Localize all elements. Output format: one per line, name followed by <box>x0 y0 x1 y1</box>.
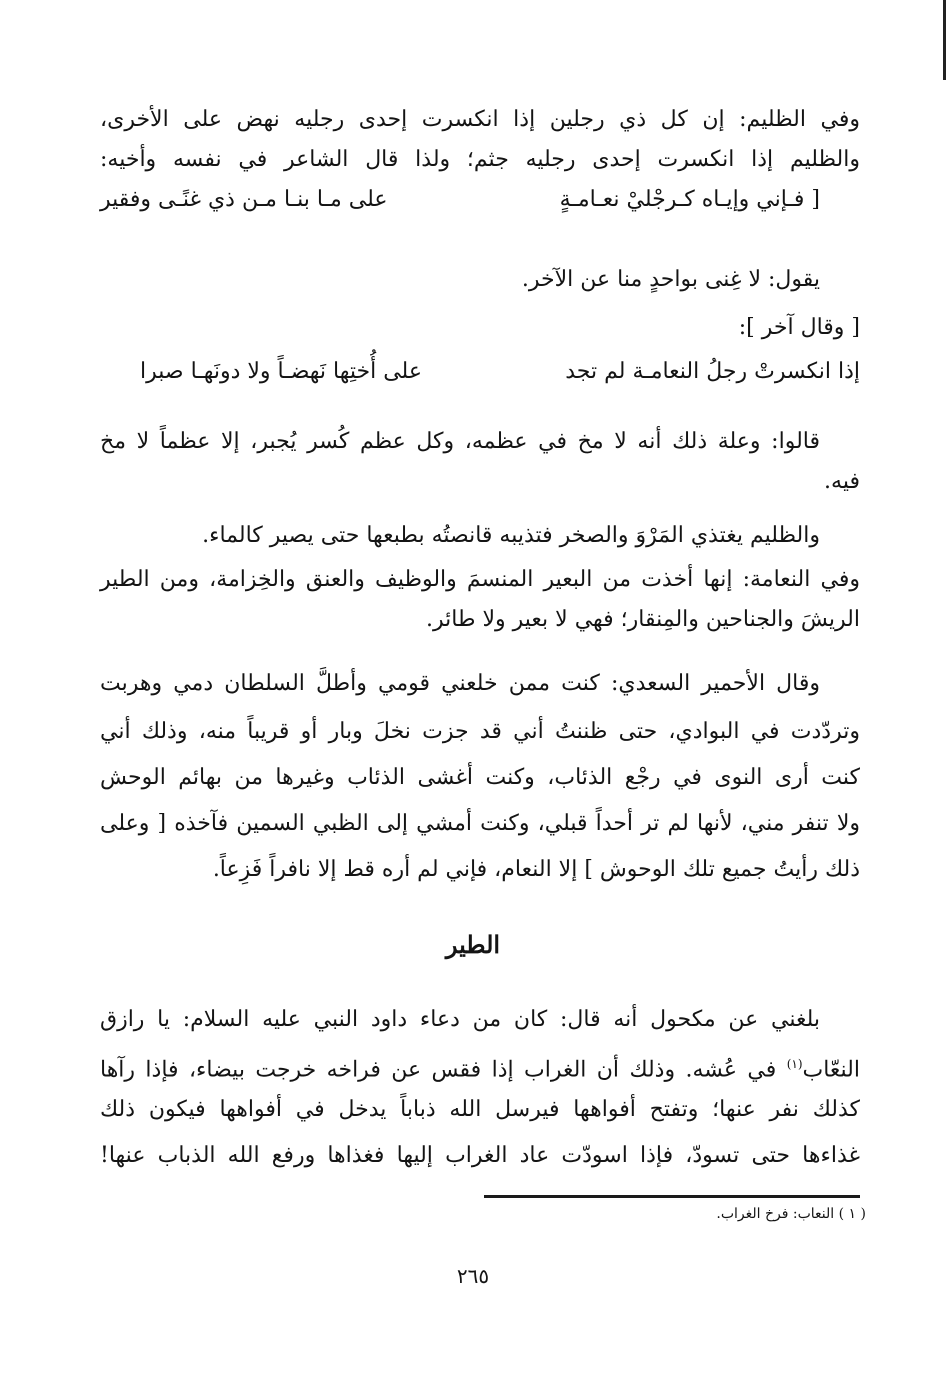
paragraph-1 <box>100 100 860 180</box>
section-heading: الطير <box>445 930 501 959</box>
paragraph-3 <box>100 308 860 348</box>
paragraph-8-continued <box>100 1044 860 1204</box>
verse-hemistich-first: [ فـإني وإيـاه كـرجْليْ نعـامـةٍ <box>559 187 820 212</box>
verse-2 <box>140 352 860 392</box>
verse-hemistich-second: على مـا بنـا مـن ذي غنًـى وفقير <box>100 187 388 212</box>
text-line: وفي النعامة: إنها أخذت من البعير المنسمَ والوظيف والعنق والخِزامة، ومن الطير <box>100 567 860 592</box>
text-line: الريشَ والجناحين والمِنقار؛ فهي لا بعير ولا طائر. <box>426 607 860 632</box>
text-line: يقول: لا غِنى بواحدٍ منا عن الآخر. <box>521 267 820 292</box>
text-line: وقال الأحمير السعدي: كنت ممن خلعني قومي وأطلَّ السلطان دمي وهربت <box>100 671 820 696</box>
verse-hemistich-first: إذا انكسرتْ رجلُ النعامـة لم تجد <box>565 359 860 384</box>
text-line: غذاءها حتى تسودّ، فإذا اسودّت عاد الغراب إليها فغذاها ورفع الله الذباب عنها! <box>100 1143 860 1168</box>
text-line: قالوا: وعلة ذلك أنه لا مخ في عظمه، وكل عظم كُسر يُجبر، إلا عظماً لا مخ <box>100 429 820 454</box>
page-number: ٢٦٥ <box>456 1264 490 1288</box>
paragraph-5 <box>100 516 820 556</box>
footnote-marker[interactable]: (١) <box>786 1057 803 1071</box>
text-line: وفي الظليم: إن كل ذي رجلين إذا انكسرت إحدى رجليه نهض على الأخرى، <box>100 107 860 132</box>
paragraph-4-continued <box>100 462 860 502</box>
paragraph-7-continued <box>100 712 860 912</box>
paragraph-6 <box>100 560 860 640</box>
text-line: [ وقال آخر ]: <box>738 315 860 340</box>
paragraph-8 <box>100 1000 820 1040</box>
paragraph-2 <box>100 260 820 300</box>
text-line: والظليم يغتذي المَرْوَ والصخر فتذيبه قانصتُه بطبعها حتى يصير كالماء. <box>202 523 820 548</box>
text-line-rest: في عُشه. وذلك أن الغراب إذا فقس عن فراخه خرجت بيضاء، فإذا رآها <box>100 1057 787 1083</box>
paragraph-7 <box>100 664 820 704</box>
text-line: والظليم إذا انكسرت إحدى رجليه جثم؛ ولذا قال الشاعر في نفسه وأخيه: <box>100 147 860 172</box>
text-line: فيه. <box>824 469 860 494</box>
verse-1 <box>100 180 820 220</box>
footnote-anchor-word: النعّاب <box>802 1057 860 1083</box>
text-line: ولا تنفر مني، لأنها لم تر أحداً قبلي، وكنت أمشي إلى الظبي السمين فآخذه [ وعلى <box>100 811 860 836</box>
footnote-text: ( ١ ) النعاب: فرخ الغراب. <box>716 1206 866 1222</box>
text-line: وتردّدت في البوادي، حتى ظننتُ أني قد جزت نخلَ وبار أو قريباً منه، وذلك أني <box>100 719 860 744</box>
verse-hemistich-second: على أُختِها نَهضـاً ولا دونَهـا صبرا <box>140 359 422 384</box>
text-line: بلغني عن مكحول أنه قال: كان من دعاء داود النبي عليه السلام: يا رازق <box>100 1007 820 1032</box>
text-line: ذلك رأيتُ جميع تلك الوحوش ] إلا النعام، فإني لم أره قط إلا نافراً فَزِعاً. <box>212 857 860 882</box>
text-line <box>100 1044 860 1090</box>
text-line: كنت أرى النوى في رجْع الذئاب، وكنت أغشى الذئاب وغيرها من بهائم الوحش <box>100 765 860 790</box>
text-line: كذلك نفر عنها؛ وتفتح أفواهها فيرسل الله ذباباً يدخل في أفواهها فيكون ذلك <box>100 1097 860 1122</box>
footnote-separator <box>484 1195 860 1198</box>
